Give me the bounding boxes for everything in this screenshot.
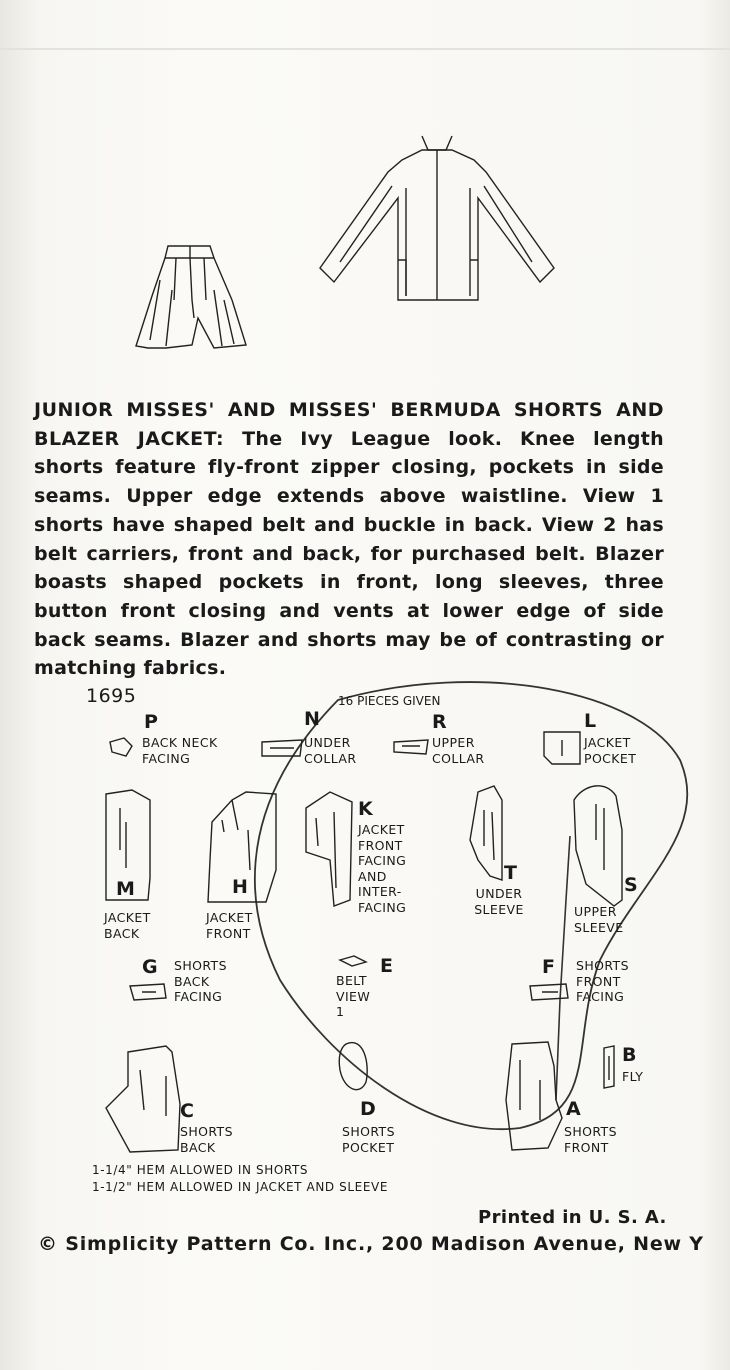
piece-letter-D: D — [360, 1098, 376, 1120]
piece-letter-H: H — [232, 876, 248, 898]
piece-label-G: SHORTS BACK FACING — [174, 958, 227, 1004]
piece-label-B: FLY — [622, 1069, 644, 1084]
piece-label-T: UNDER SLEEVE — [474, 886, 524, 917]
pattern-title: JUNIOR MISSES' AND MISSES' BERMUDA SHORTS AND BLAZER JACKET: — [34, 399, 664, 450]
piece-T-icon — [470, 786, 502, 880]
piece-G-icon — [130, 984, 166, 1000]
piece-label-M: JACKET BACK — [104, 910, 151, 941]
piece-label-H: JACKET FRONT — [206, 910, 253, 941]
hem-note-jacket: 1-1/2" HEM ALLOWED IN JACKET AND SLEEVE — [92, 1180, 389, 1194]
piece-label-D: SHORTS POCKET — [342, 1124, 395, 1155]
pieces-given-label: 16 PIECES GIVEN — [338, 694, 441, 708]
piece-A-icon — [506, 1042, 562, 1150]
piece-letter-P: P — [144, 711, 158, 733]
piece-K-icon — [306, 792, 352, 906]
piece-P-icon — [110, 738, 132, 756]
piece-R-icon — [394, 740, 428, 754]
piece-C-icon — [106, 1046, 180, 1152]
piece-letter-K: K — [358, 798, 373, 820]
piece-E-icon — [340, 956, 366, 966]
piece-label-N: UNDER COLLAR — [304, 735, 357, 766]
piece-label-A: SHORTS FRONT — [564, 1124, 617, 1155]
piece-letter-M: M — [116, 878, 135, 900]
piece-D-icon — [339, 1043, 367, 1090]
piece-S-icon — [574, 786, 622, 906]
piece-letter-A: A — [566, 1098, 581, 1120]
piece-letter-T: T — [504, 862, 517, 884]
piece-B-icon — [604, 1046, 614, 1088]
shorts-back-view-illustration — [136, 246, 246, 348]
piece-letter-L: L — [584, 710, 597, 732]
piece-label-K: JACKET FRONT FACING AND INTER-FACING — [358, 822, 407, 915]
piece-label-R: UPPER COLLAR — [432, 735, 485, 766]
piece-F-icon — [530, 984, 568, 1000]
piece-letter-F: F — [542, 956, 555, 978]
piece-label-C: SHORTS BACK — [180, 1124, 233, 1155]
piece-label-E: BELT VIEW 1 — [336, 973, 371, 1019]
pattern-description-body: The Ivy League look. Knee length shorts feature fly-front zipper closing, pockets in side seams. Upper edge extends above waistline. View 1 shorts have shaped belt and buckle in back. View 2 has belt carriers, front and back, for purchased belt. Blazer boasts shaped pockets in front, long sleeves, three button front closing and vents at lower edge of side back seams. Blazer and shorts may be of contrasting or matching fabrics. — [34, 427, 664, 680]
piece-letter-B: B — [622, 1044, 637, 1066]
blazer-back-view-illustration — [320, 136, 554, 300]
piece-label-S: UPPER SLEEVE — [574, 904, 624, 935]
piece-letter-C: C — [180, 1100, 194, 1122]
piece-label-L: JACKET POCKET — [584, 735, 637, 766]
piece-letter-R: R — [432, 711, 447, 733]
piece-N-icon — [262, 740, 302, 756]
piece-letter-S: S — [624, 874, 638, 896]
piece-L-icon — [544, 732, 580, 764]
pattern-number: 1695 — [86, 685, 137, 707]
copyright-line: © Simplicity Pattern Co. Inc., 200 Madison Avenue, New Y — [38, 1233, 704, 1255]
piece-letter-N: N — [304, 708, 320, 730]
pattern-description — [34, 396, 664, 683]
printed-in-usa: Printed in U. S. A. — [478, 1207, 667, 1228]
hem-note-shorts: 1-1/4" HEM ALLOWED IN SHORTS — [92, 1163, 309, 1177]
piece-label-F: SHORTS FRONT FACING — [576, 958, 629, 1004]
piece-letter-E: E — [380, 955, 393, 977]
piece-letter-G: G — [142, 956, 158, 978]
piece-label-P: BACK NECK FACING — [142, 735, 218, 766]
